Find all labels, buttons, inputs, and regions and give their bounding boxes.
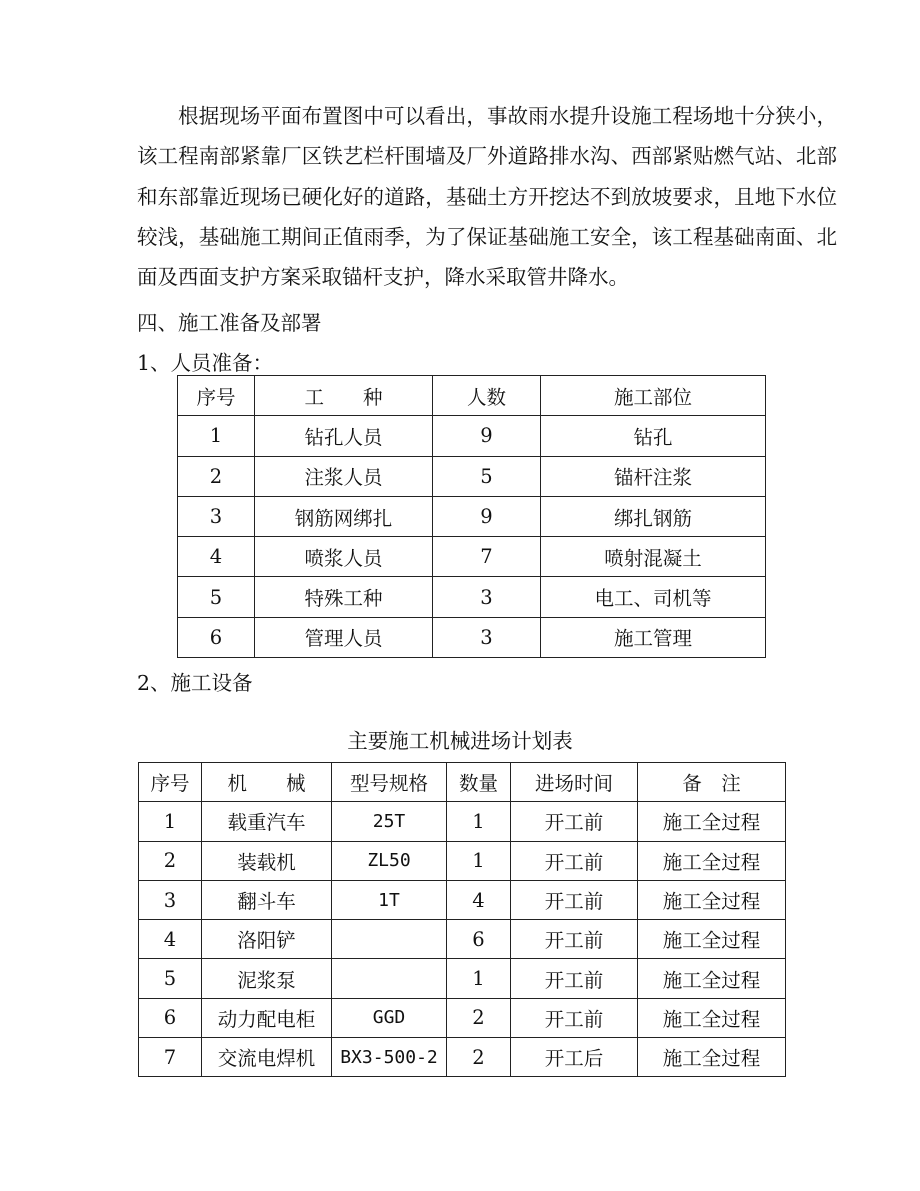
table-cell: 施工全过程 (638, 998, 786, 1037)
table-row (139, 998, 786, 1037)
table-row (178, 537, 766, 577)
table-cell: 1 (178, 416, 255, 456)
table-cell: 动力配电柜 (202, 998, 332, 1037)
table-row (139, 880, 786, 919)
table-cell: 4 (139, 920, 202, 959)
table-cell: 9 (433, 496, 541, 536)
table-row (178, 617, 766, 657)
table-cell: 1 (447, 959, 511, 998)
table-row (139, 959, 786, 998)
table-cell: 2 (447, 1038, 511, 1077)
table-cell: 4 (178, 537, 255, 577)
equipment-table (138, 762, 786, 1077)
table-cell: 钻孔人员 (255, 416, 433, 456)
table-cell: 2 (178, 456, 255, 496)
table-cell: 1 (447, 841, 511, 880)
table-cell: ZL50 (332, 841, 447, 880)
table-cell: 喷浆人员 (255, 537, 433, 577)
table-cell: 4 (447, 880, 511, 919)
table-cell: 喷射混凝土 (541, 537, 766, 577)
table-cell: 管理人员 (255, 617, 433, 657)
table-cell: 2 (139, 841, 202, 880)
table-cell: 1 (447, 802, 511, 841)
header-cell: 备 注 (638, 763, 786, 802)
table-cell: 5 (433, 456, 541, 496)
table-cell: 电工、司机等 (541, 577, 766, 617)
equipment-heading: 2、施工设备 (137, 671, 253, 695)
table-cell: 6 (447, 920, 511, 959)
table-row (178, 456, 766, 496)
header-cell: 数量 (447, 763, 511, 802)
equipment-table-caption: 主要施工机械进场计划表 (347, 729, 573, 753)
table-row (178, 496, 766, 536)
table-row (178, 577, 766, 617)
table-row (139, 841, 786, 880)
header-cell: 进场时间 (511, 763, 638, 802)
table-cell: 施工全过程 (638, 802, 786, 841)
table-cell: GGD (332, 998, 447, 1037)
header-cell: 人数 (433, 376, 541, 416)
table-cell: 开工前 (511, 920, 638, 959)
table-cell: 施工全过程 (638, 880, 786, 919)
table-cell: 交流电焊机 (202, 1038, 332, 1077)
table-cell: 注浆人员 (255, 456, 433, 496)
table-cell: 开工前 (511, 998, 638, 1037)
table-cell: 开工前 (511, 959, 638, 998)
table-cell: 施工全过程 (638, 959, 786, 998)
header-cell: 序号 (178, 376, 255, 416)
table-cell: 3 (139, 880, 202, 919)
staff-heading: 1、人员准备： (137, 351, 274, 375)
table-cell: 载重汽车 (202, 802, 332, 841)
table-cell: 绑扎钢筋 (541, 496, 766, 536)
header-cell: 序号 (139, 763, 202, 802)
table-cell: 开工后 (511, 1038, 638, 1077)
table-cell: 开工前 (511, 880, 638, 919)
table-row (139, 802, 786, 841)
table-cell (332, 920, 447, 959)
equipment-header-row (139, 763, 786, 802)
table-cell: 2 (447, 998, 511, 1037)
table-cell: 3 (433, 577, 541, 617)
table-cell: 泥浆泵 (202, 959, 332, 998)
table-cell: 3 (178, 496, 255, 536)
table-cell: 1 (139, 802, 202, 841)
header-cell: 工 种 (255, 376, 433, 416)
table-row (139, 1038, 786, 1077)
header-cell: 型号规格 (332, 763, 447, 802)
table-cell: 钢筋网绑扎 (255, 496, 433, 536)
table-cell: 施工全过程 (638, 1038, 786, 1077)
table-cell: 7 (433, 537, 541, 577)
table-cell: 特殊工种 (255, 577, 433, 617)
table-cell: 装载机 (202, 841, 332, 880)
table-cell: 9 (433, 416, 541, 456)
table-cell: 锚杆注浆 (541, 456, 766, 496)
staff-header-row (178, 376, 766, 416)
table-cell: 1T (332, 880, 447, 919)
table-cell: 翻斗车 (202, 880, 332, 919)
table-row (139, 920, 786, 959)
table-cell: 洛阳铲 (202, 920, 332, 959)
table-cell: 开工前 (511, 841, 638, 880)
table-cell: 6 (139, 998, 202, 1037)
table-cell: 7 (139, 1038, 202, 1077)
table-cell: 开工前 (511, 802, 638, 841)
intro-paragraph: 根据现场平面布置图中可以看出，事故雨水提升设施工程场地十分狭小，该工程南部紧靠厂区铁艺栏杆围墙及厂外道路排水沟、西部紧贴燃气站、北部和东部靠近现场已硬化好的道路，基础土方开挖达不到放坡要求，且地下水位较浅，基础施工期间正值雨季，为了保证基础施工安全，该工程基础南面、北面及西面支护方案采取锚杆支护，降水采取管井降水。 (137, 104, 837, 290)
table-cell: 5 (139, 959, 202, 998)
staff-table (177, 375, 766, 658)
header-cell: 机 械 (202, 763, 332, 802)
table-cell: 6 (178, 617, 255, 657)
table-row (178, 416, 766, 456)
table-cell: 5 (178, 577, 255, 617)
table-cell: 施工全过程 (638, 920, 786, 959)
table-cell: BX3-500-2 (332, 1038, 447, 1077)
table-cell: 施工管理 (541, 617, 766, 657)
table-cell: 施工全过程 (638, 841, 786, 880)
table-cell: 3 (433, 617, 541, 657)
table-cell: 钻孔 (541, 416, 766, 456)
header-cell: 施工部位 (541, 376, 766, 416)
table-cell (332, 959, 447, 998)
table-cell: 25T (332, 802, 447, 841)
section-heading-preparation: 四、施工准备及部署 (137, 311, 322, 335)
